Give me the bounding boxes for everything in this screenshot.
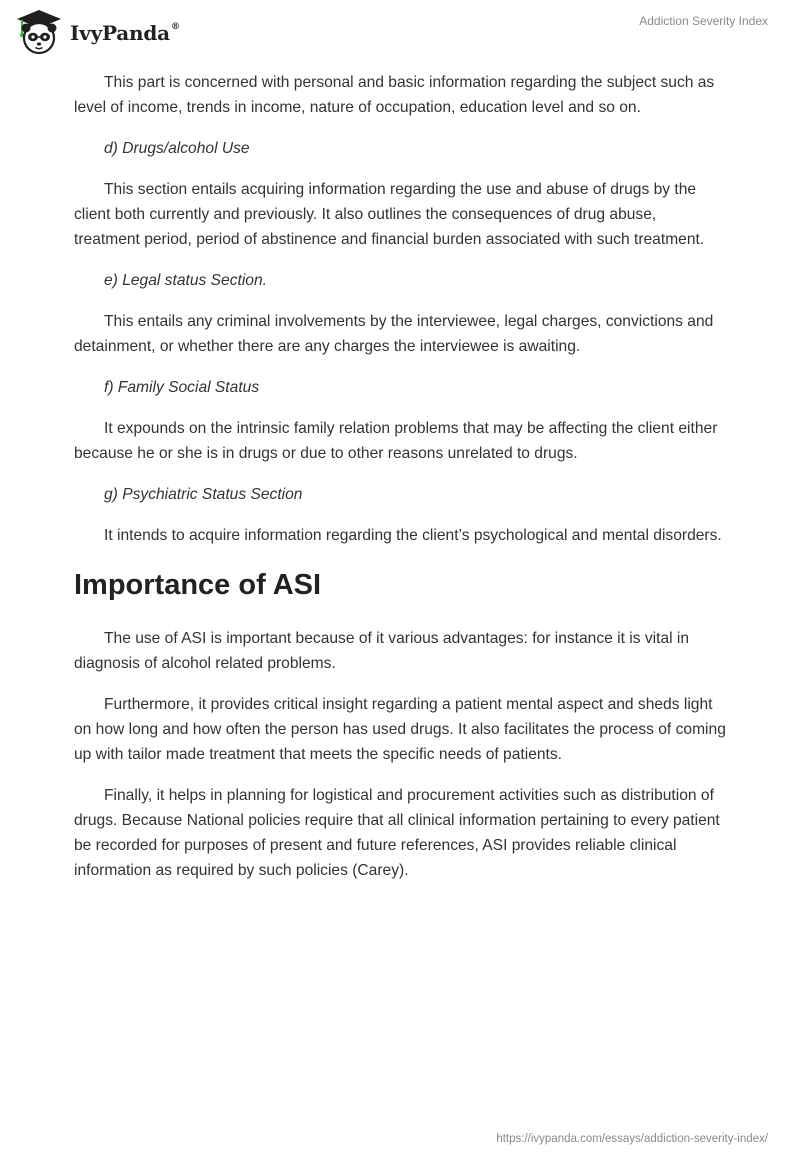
paragraph-psychiatric: It intends to acquire information regarding the client’s psychological and mental disorders. — [104, 527, 722, 544]
essay-body — [74, 70, 726, 899]
paragraph-personal-info: This part is concerned with personal and basic information regarding the subject such as level of income, trends in income, nature of occupation, education level and so on. — [74, 74, 715, 116]
subheading-drugs-alcohol: d) Drugs/alcohol Use — [104, 140, 250, 157]
registered-mark: ® — [170, 22, 180, 33]
page-header — [0, 0, 800, 62]
document-title: Addiction Severity Index — [639, 14, 768, 28]
subheading-legal-status: e) Legal status Section. — [104, 272, 267, 289]
panda-graduate-icon — [14, 8, 64, 56]
paragraph-importance-2: Furthermore, it provides critical insight regarding a patient mental aspect and sheds light on how long and how often the person has used drugs. It also facilitates the process of coming up with tailor made treatment that meets the specific needs of patients. — [74, 696, 726, 763]
paragraph-importance-1: The use of ASI is important because of it various advantages: for instance it is vital in diagnosis of alcohol related problems. — [74, 630, 690, 672]
subheading-family-social: f) Family Social Status — [104, 379, 260, 396]
paragraph-drugs-alcohol: This section entails acquiring information regarding the use and abuse of drugs by the client both currently and previously. It also outlines the consequences of drug abuse, treatment period, period of abstinence and financial burden associated with such treatment. — [74, 181, 705, 248]
paragraph-family-social: It expounds on the intrinsic family relation problems that may be affecting the client either because he or she is in drugs or due to other reasons unrelated to drugs. — [74, 420, 718, 462]
brand-name: IvyPanda® — [70, 21, 180, 45]
paragraph-importance-3: Finally, it helps in planning for logistical and procurement activities such as distribution of drugs. Because National policies require that all clinical information pertaining to every patient be recorded for purposes of present and future references, ASI provides reliable clinical information as required by such policies (Carey). — [74, 787, 720, 879]
subheading-psychiatric: g) Psychiatric Status Section — [104, 486, 303, 503]
source-url-link[interactable]: https://ivypanda.com/essays/addiction-severity-index/ — [496, 1133, 768, 1145]
paragraph-legal-status: This entails any criminal involvements by the interviewee, legal charges, convictions and detainment, or whether there are any charges the interviewee is awaiting. — [74, 313, 714, 355]
ivypanda-logo[interactable] — [14, 8, 180, 56]
section-heading-importance: Importance of ASI — [74, 569, 322, 601]
